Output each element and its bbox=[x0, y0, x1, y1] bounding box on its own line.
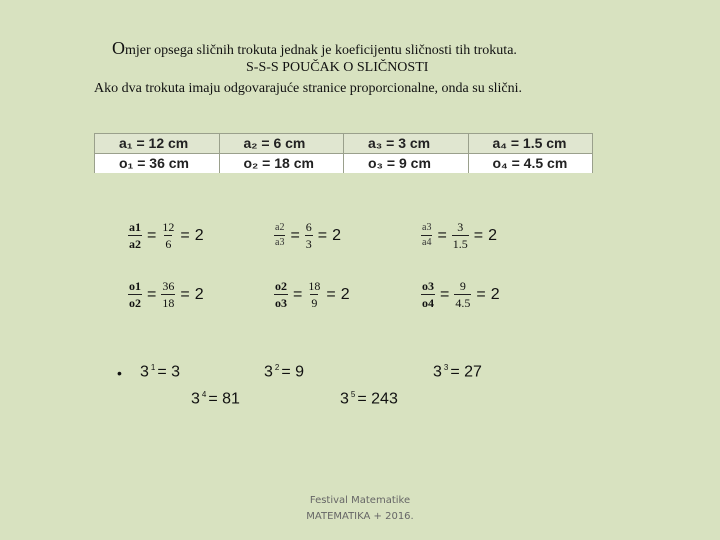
bullet-point: • bbox=[117, 365, 122, 381]
footer-event-name: Festival Matematike bbox=[309, 495, 411, 506]
ratio-o3-o4 bbox=[421, 280, 500, 309]
ratio-a3-a4 bbox=[421, 221, 497, 250]
power-expression: 3 $^3$ = 27 bbox=[433, 363, 482, 381]
equals-sign: = bbox=[180, 226, 190, 244]
sides-table bbox=[94, 133, 593, 173]
ratio-result: 2 bbox=[490, 285, 500, 303]
fraction: $\frac{6}{3}$ bbox=[305, 220, 312, 251]
table-cell: o₃ = 9 cm bbox=[344, 154, 469, 174]
ratio-result: 2 bbox=[340, 285, 350, 303]
equals-sign: = bbox=[473, 226, 484, 244]
fraction: $\frac{18}{9}$ bbox=[308, 279, 321, 310]
fraction: $\frac{o1}{o2}$ bbox=[129, 279, 141, 310]
ratio-result: 2 bbox=[194, 226, 204, 244]
table-row-sides bbox=[95, 134, 593, 154]
fraction: $\frac{a2}{a3}$ bbox=[275, 222, 285, 248]
equals-sign: = bbox=[476, 285, 486, 303]
fraction: $\frac{a1}{a2}$ bbox=[129, 220, 141, 251]
theorem-statement: Ako dva trokuta imaju odgovarajuće stranice proporcionalne, onda su slični. bbox=[94, 81, 523, 96]
table-cell: o₁ = 36 cm bbox=[95, 154, 220, 174]
fraction: $\frac{9}{4.5}$ bbox=[455, 279, 471, 310]
ratio-a2-a3 bbox=[274, 221, 341, 250]
ratio-a1-a2 bbox=[128, 221, 204, 250]
ratio-result: 2 bbox=[194, 285, 204, 303]
fraction: $\frac{o2}{o3}$ bbox=[275, 279, 287, 310]
fraction: $\frac{3}{1.5}$ bbox=[452, 220, 468, 251]
table-cell: a₁ = 12 cm bbox=[95, 134, 220, 154]
table-cell: a₄ = 1.5 cm bbox=[468, 134, 593, 154]
ratio-o1-o2 bbox=[128, 280, 204, 309]
fraction: $\frac{12}{6}$ bbox=[162, 220, 175, 251]
equals-sign: = bbox=[440, 285, 450, 303]
fraction: $\frac{a3}{a4}$ bbox=[422, 222, 432, 248]
equals-sign: = bbox=[293, 285, 303, 303]
power-expression: 3 $^5$ = 243 bbox=[340, 390, 398, 408]
table-cell: o₂ = 18 cm bbox=[219, 154, 344, 174]
heading-initial: O bbox=[112, 38, 125, 58]
footer bbox=[0, 493, 720, 525]
ratio-result: 2 bbox=[332, 226, 342, 244]
footer-edition: MATEMATIKA + 2016. bbox=[306, 511, 414, 522]
power-expression: 3 $^4$ = 81 bbox=[191, 390, 240, 408]
table-row-perimeters bbox=[95, 154, 593, 174]
table-cell: o₄ = 4.5 cm bbox=[468, 154, 593, 174]
fraction: $\frac{o3}{o4}$ bbox=[422, 279, 434, 310]
fraction: $\frac{36}{18}$ bbox=[162, 279, 175, 310]
table-cell: a₃ = 3 cm bbox=[344, 134, 469, 154]
equals-sign: = bbox=[290, 226, 300, 244]
power-expression: 3 $^2$ = 9 bbox=[264, 363, 305, 381]
equals-sign: = bbox=[180, 285, 190, 303]
heading-line-1 bbox=[112, 38, 517, 59]
equals-sign: = bbox=[317, 226, 328, 244]
power-expression: 3 $^1$ = 3 bbox=[140, 363, 181, 381]
ratio-o2-o3 bbox=[274, 280, 350, 309]
table-cell: a₂ = 6 cm bbox=[219, 134, 344, 154]
ratio-result: 2 bbox=[488, 226, 498, 244]
equals-sign: = bbox=[147, 226, 157, 244]
equals-sign: = bbox=[437, 226, 447, 244]
heading-line-1-text: mjer opsega sličnih trokuta jednak je koeficijentu sličnosti tih trokuta. bbox=[125, 43, 517, 58]
equals-sign: = bbox=[147, 285, 157, 303]
theorem-title: S-S-S POUČAK O SLIČNOSTI bbox=[246, 60, 429, 75]
equals-sign: = bbox=[326, 285, 336, 303]
